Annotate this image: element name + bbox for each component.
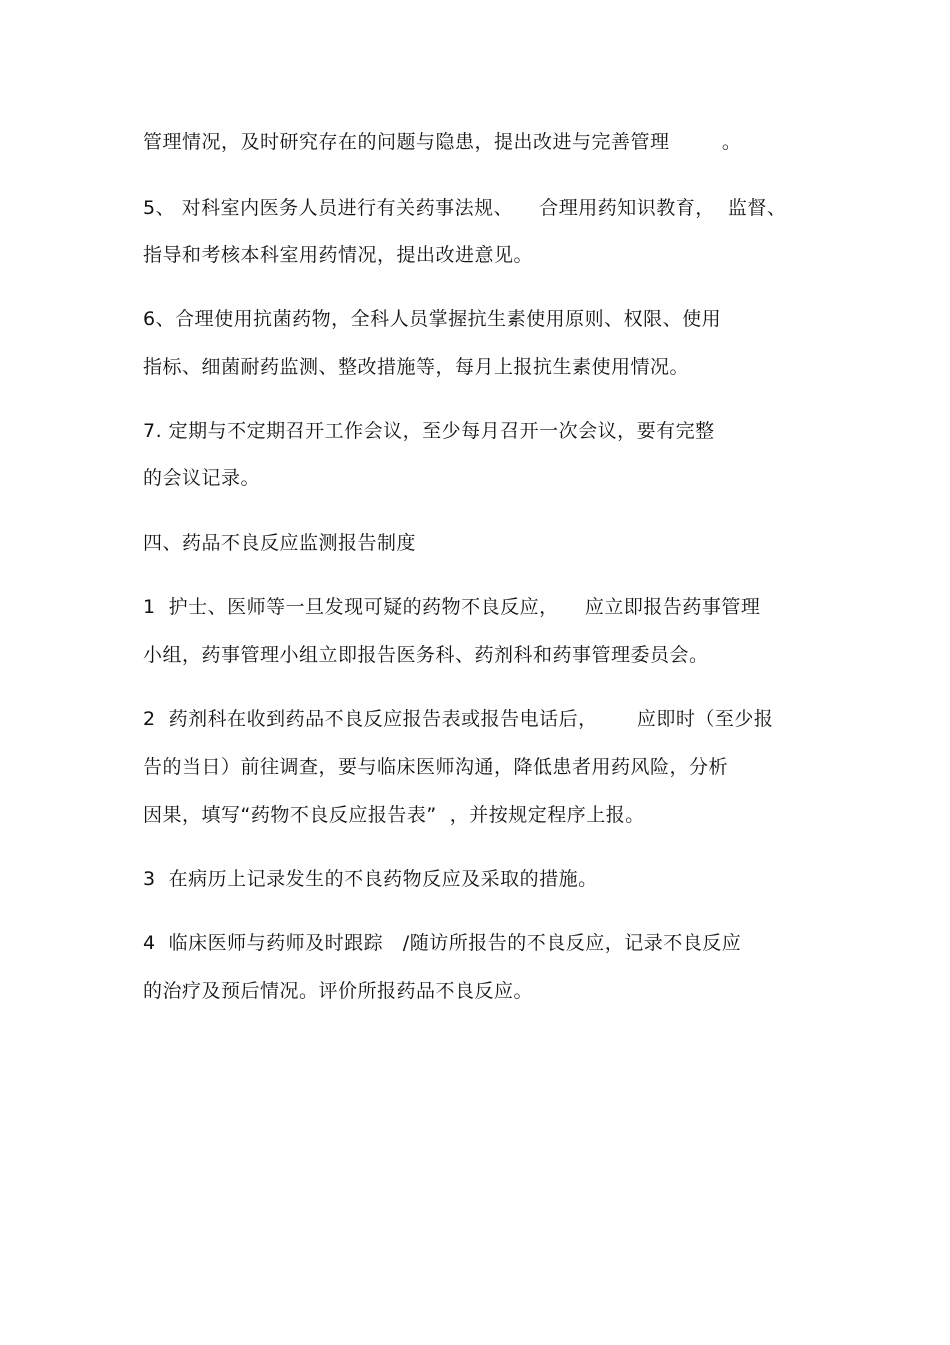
text-line: 7. 定期与不定期召开工作会议，至少每月召开一次会议，要有完整 [143,420,715,442]
text-line: 管理情况，及时研究存在的问题与隐患，提出改进与完善管理 。 [143,131,742,153]
text-line: 4 临床医师与药师及时跟踪 /随访所报告的不良反应，记录不良反应 [143,932,742,954]
text-line: 因果，填写“药物不良反应报告表” ，并按规定程序上报。 [143,804,645,826]
text-line: 3 在病历上记录发生的不良药物反应及采取的措施。 [143,868,598,890]
text-line: 6、合理使用抗菌药物，全科人员掌握抗生素使用原则、权限、使用 [143,308,722,330]
text-line: 指导和考核本科室用药情况，提出改进意见。 [143,244,534,266]
section-heading: 四、药品不良反应监测报告制度 [143,532,417,554]
text-line: 1 护士、医师等一旦发现可疑的药物不良反应， 应立即报告药事管理 [143,596,761,618]
text-line: 告的当日）前往调查，要与临床医师沟通，降低患者用药风险，分析 [143,756,729,778]
text-line: 的会议记录。 [143,467,261,489]
text-line: 小组，药事管理小组立即报告医务科、药剂科和药事管理委员会。 [143,644,709,666]
text-line: 5、 对科室内医务人员进行有关药事法规、 合理用药知识教育， 监督、 [143,197,787,219]
text-line: 指标、细菌耐药监测、整改措施等，每月上报抗生素使用情况。 [143,356,690,378]
text-line: 2 药剂科在收到药品不良反应报告表或报告电话后， 应即时（至少报 [143,708,774,730]
text-line: 的治疗及预后情况。评价所报药品不良反应。 [143,980,534,1002]
